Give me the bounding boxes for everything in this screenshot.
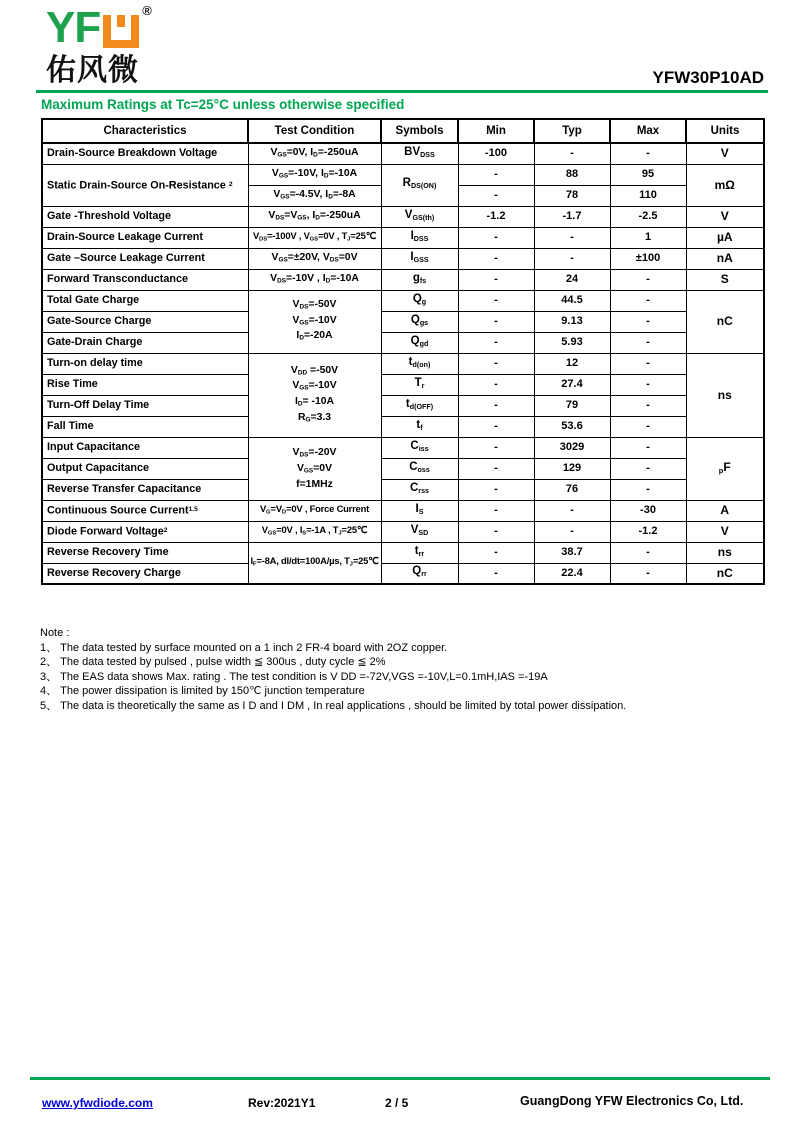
table-cell: $Q_{gd}$ [381, 332, 458, 353]
table-cell: $I_{GSS}$ [381, 248, 458, 269]
table-cell: Turn-on delay time [42, 353, 248, 374]
table-cell: - [534, 248, 610, 269]
table-row [42, 290, 764, 311]
table-cell: $V_{GS}=\pm 20V$, $V_{DS}=0V$ [248, 248, 381, 269]
registered-trademark-icon: ® [142, 3, 152, 18]
table-row [42, 353, 764, 374]
table-cell: nA [686, 248, 764, 269]
table-cell: Input Capacitance [42, 437, 248, 458]
note-item: 3、 The EAS data shows Max. rating . The test condition is V DD =-72V,VGS =-10V,L=0.1mH,IAS =-19A [40, 670, 548, 683]
note-item: 1、 The data tested by surface mounted on a 1 inch 2 FR-4 board with 2OZ copper. [40, 641, 448, 654]
table-cell: 79 [534, 395, 610, 416]
table-row [42, 542, 764, 563]
table-cell: $V_{DS}=V_{GS}$, $I_D=-250uA$ [248, 206, 381, 227]
table-cell: -1.2 [610, 521, 686, 542]
table-row [42, 248, 764, 269]
table-cell: $I_S$ [381, 500, 458, 521]
table-cell: nC [686, 290, 764, 353]
table-cell: $V_{GS}=-4.5V$, $I_D=-8A$ [248, 185, 381, 206]
table-cell: - [534, 227, 610, 248]
table-cell: Drain-Source Breakdown Voltage [42, 143, 248, 164]
table-cell: - [610, 290, 686, 311]
table-cell: -2.5 [610, 206, 686, 227]
table-cell: $V_{GS}=-10V$, $I_D=-10A$ [248, 164, 381, 185]
table-cell: Gate –Source Leakage Current [42, 248, 248, 269]
table-cell: Output Capacitance [42, 458, 248, 479]
table-cell: 129 [534, 458, 610, 479]
yfw-logo [46, 3, 152, 88]
notes-section [40, 626, 760, 713]
table-cell: - [534, 521, 610, 542]
logo-w-glyph [103, 15, 139, 48]
table-cell: $V_{GS(th)}$ [381, 206, 458, 227]
table-row [42, 458, 764, 479]
table-header [42, 119, 764, 143]
footer-divider [30, 1077, 770, 1080]
table-cell: -1.2 [458, 206, 534, 227]
table-cell: $I_F=-8A$, dI/dt=100A/µs, $T_J=25℃$ [248, 542, 381, 584]
table-cell: $BV_{DSS}$ [381, 143, 458, 164]
table-cell: Gate-Drain Charge [42, 332, 248, 353]
table-cell: $I_{DSS}$ [381, 227, 458, 248]
column-header: Min [458, 119, 534, 143]
table-cell: 22.4 [534, 563, 610, 584]
table-cell: Drain-Source Leakage Current [42, 227, 248, 248]
table-row [42, 227, 764, 248]
table-cell: -30 [610, 500, 686, 521]
revision-label: Rev:2021Y1 [248, 1096, 316, 1110]
table-cell: - [610, 353, 686, 374]
table-cell: mΩ [686, 164, 764, 206]
table-cell: $V_G=V_D=0V$ , Force Current [248, 500, 381, 521]
table-body [42, 143, 764, 584]
table-cell: $g_{fs}$ [381, 269, 458, 290]
column-header: Units [686, 119, 764, 143]
table-row [42, 374, 764, 395]
table-cell: Gate-Source Charge [42, 311, 248, 332]
table-cell: - [610, 563, 686, 584]
company-name: GuangDong YFW Electronics Co, Ltd. [520, 1094, 744, 1108]
table-row [42, 437, 764, 458]
website-link[interactable]: www.yfwdiode.com [42, 1096, 153, 1110]
table-row [42, 332, 764, 353]
table-row [42, 206, 764, 227]
table-cell: - [458, 332, 534, 353]
table-cell: 44.5 [534, 290, 610, 311]
logo-chinese-name: 佑风微 [46, 54, 139, 87]
table-cell: - [610, 437, 686, 458]
table-row [42, 500, 764, 521]
table-row [42, 479, 764, 500]
table-cell: $Q_g$ [381, 290, 458, 311]
table-cell: 1 [610, 227, 686, 248]
table-cell: $V_{DD} =-50V$ $V_{GS}=-10V$ $I_D= -10A$ $R_G=3.3$ [248, 353, 381, 437]
table-cell: Total Gate Charge [42, 290, 248, 311]
table-cell: 27.4 [534, 374, 610, 395]
table-cell: - [610, 311, 686, 332]
table-cell: ns [686, 542, 764, 563]
table-row [42, 143, 764, 164]
table-cell: - [458, 353, 534, 374]
table-row [42, 395, 764, 416]
table-cell: - [458, 458, 534, 479]
page-number: 2 / 5 [385, 1096, 409, 1110]
table-cell: $V_{DS}=-20V$ $V_{GS}=0V$ f=1MHz [248, 437, 381, 500]
table-cell: -100 [458, 143, 534, 164]
table-cell: - [458, 542, 534, 563]
table-cell: - [610, 479, 686, 500]
table-cell: $V_{SD}$ [381, 521, 458, 542]
table-cell: $t_{d(OFF)}$ [381, 395, 458, 416]
note-item: 5、 The data is theoretically the same as I D and I DM , In real applications , should be limited by total power dissipation. [40, 699, 627, 712]
table-cell: Fall Time [42, 416, 248, 437]
table-cell: V [686, 206, 764, 227]
table-cell: $C_{oss}$ [381, 458, 458, 479]
table-cell: Static Drain-Source On-Resistance $^2$ [42, 164, 248, 206]
table-row [42, 416, 764, 437]
table-cell: - [458, 185, 534, 206]
table-cell: nC [686, 563, 764, 584]
table-cell: $V_{GS}=0V$, $I_D=-250uA$ [248, 143, 381, 164]
table-cell: V [686, 143, 764, 164]
table-cell: $C_{iss}$ [381, 437, 458, 458]
table-cell: - [458, 311, 534, 332]
column-header: Max [610, 119, 686, 143]
table-cell: - [458, 395, 534, 416]
table-cell: - [458, 227, 534, 248]
table-cell: - [458, 290, 534, 311]
table-cell: $_p$F [686, 437, 764, 500]
table-cell: - [610, 269, 686, 290]
table-cell: S [686, 269, 764, 290]
table-row [42, 311, 764, 332]
table-cell: - [458, 269, 534, 290]
table-cell: Continuous Source Current$^{1.5}$ [42, 500, 248, 521]
table-cell: 9.13 [534, 311, 610, 332]
notes-label: Note : [40, 627, 70, 639]
table-cell: 5.93 [534, 332, 610, 353]
table-cell: 78 [534, 185, 610, 206]
table-cell: $V_{DS}=-100V$ , $V_{GS}=0V$ , $T_J=25℃$ [248, 227, 381, 248]
table-row [42, 521, 764, 542]
logo-w-middle-stroke [117, 15, 125, 27]
table-cell: $t_{d(on)}$ [381, 353, 458, 374]
table-cell: - [458, 416, 534, 437]
table-cell: $t_f$ [381, 416, 458, 437]
table-cell: $V_{GS}=0V$ , $I_S=-1A$ , $T_J=25℃$ [248, 521, 381, 542]
table-cell: $R_{DS(ON)}$ [381, 164, 458, 206]
table-cell: 88 [534, 164, 610, 185]
table-cell: - [610, 458, 686, 479]
part-number: YFW30P10AD [652, 68, 764, 87]
table-cell: - [610, 542, 686, 563]
note-item: 2、 The data tested by pulsed , pulse width ≦ 300us , duty cycle ≦ 2% [40, 656, 386, 668]
table-cell: ns [686, 353, 764, 437]
table-cell: - [458, 437, 534, 458]
table-cell: V [686, 521, 764, 542]
table-cell: - [610, 416, 686, 437]
column-header: Test Condition [248, 119, 381, 143]
table-cell: $Q_{gs}$ [381, 311, 458, 332]
max-ratings-table [41, 118, 765, 585]
table-cell: 12 [534, 353, 610, 374]
table-cell: Gate -Threshold Voltage [42, 206, 248, 227]
table-cell: - [458, 563, 534, 584]
table-cell: - [458, 248, 534, 269]
table-cell: - [610, 332, 686, 353]
table-cell: - [610, 374, 686, 395]
table-cell: - [458, 479, 534, 500]
table-cell: - [458, 164, 534, 185]
table-header-row [42, 119, 764, 143]
table-cell: $t_{rr}$ [381, 542, 458, 563]
table-cell: $C_{rss}$ [381, 479, 458, 500]
table-cell: ±100 [610, 248, 686, 269]
logo-text-yf: YF [46, 3, 101, 52]
table-cell: $T_r$ [381, 374, 458, 395]
table-cell: 53.6 [534, 416, 610, 437]
table-cell: 110 [610, 185, 686, 206]
table-cell: - [458, 374, 534, 395]
table-row [42, 269, 764, 290]
table-cell: Reverse Recovery Charge [42, 563, 248, 584]
table-cell: $V_{DS}=-50V$ $V_{GS}=-10V$ $I_D=-20A$ [248, 290, 381, 353]
table-cell: Forward Transconductance [42, 269, 248, 290]
table-cell: Reverse Recovery Time [42, 542, 248, 563]
table-cell: µA [686, 227, 764, 248]
table-cell: 38.7 [534, 542, 610, 563]
header-divider [36, 90, 768, 93]
table-cell: - [458, 521, 534, 542]
column-header: Characteristics [42, 119, 248, 143]
table-cell: - [458, 500, 534, 521]
table-row [42, 563, 764, 584]
note-item: 4、 The power dissipation is limited by 150℃ junction temperature [40, 685, 365, 697]
table-cell: 3029 [534, 437, 610, 458]
column-header: Symbols [381, 119, 458, 143]
table-cell: $Q_{rr}$ [381, 563, 458, 584]
column-header: Typ [534, 119, 610, 143]
table-cell: -1.7 [534, 206, 610, 227]
table-cell: A [686, 500, 764, 521]
table-cell: Diode Forward Voltage$^2$ [42, 521, 248, 542]
table-cell: Turn-Off Delay Time [42, 395, 248, 416]
table-cell: - [610, 395, 686, 416]
table-cell: - [534, 143, 610, 164]
table-cell: - [610, 143, 686, 164]
table-cell: 76 [534, 479, 610, 500]
section-title: Maximum Ratings at Tc=25°C unless otherwise specified [41, 97, 405, 112]
table-row [42, 164, 764, 185]
table-cell: 95 [610, 164, 686, 185]
table-cell: Reverse Transfer Capacitance [42, 479, 248, 500]
logo-row [46, 3, 152, 52]
table-cell: Rise Time [42, 374, 248, 395]
table-cell: $V_{DS}=-10V$ , $I_D=-10A$ [248, 269, 381, 290]
table-cell: 24 [534, 269, 610, 290]
table-cell: - [534, 500, 610, 521]
